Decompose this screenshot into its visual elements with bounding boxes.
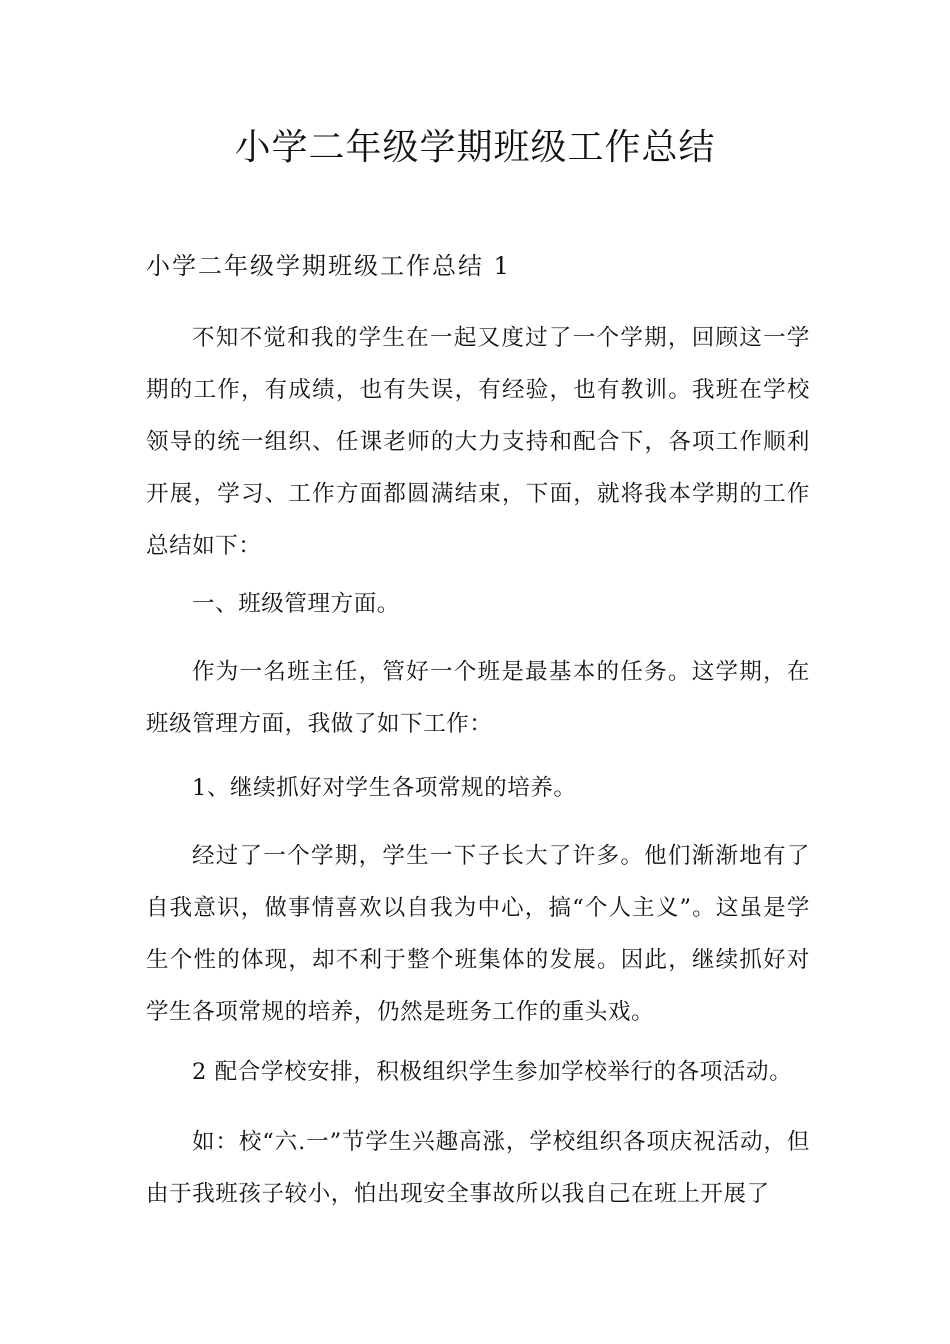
section-heading: 小学二年级学期班级工作总结 1 (146, 252, 511, 280)
paragraph-section-heading-class-management: 一、班级管理方面。 (192, 591, 400, 617)
paragraph-class-management: 作为一名班主任，管好一个班是最基本的任务。这学期，在班级管理方面，我做了如下工作： (146, 659, 810, 737)
paragraph-item-2-body: 如：校“六.一”节学生兴趣高涨，学校组织各项庆祝活动，但由于我班孩子较小，怕出现安全事故所以我自己在班上开展了 (146, 1129, 810, 1207)
paragraph-item-1-heading: 1、继续抓好对学生各项常规的培养。 (192, 775, 577, 801)
paragraph-intro: 不知不觉和我的学生在一起又度过了一个学期，回顾这一学期的工作，有成绩，也有失误，有经验，也有教训。我班在学校领导的统一组织、任课老师的大力支持和配合下，各项工作顺利开展，学习、工作方面都圆满结束，下面，就将我本学期的工作总结如下： (146, 325, 810, 559)
paragraph-item-1-body: 经过了一个学期，学生一下子长大了许多。他们渐渐地有了自我意识，做事情喜欢以自我为中心，搞“个人主义”。这虽是学生个性的体现，却不利于整个班集体的发展。因此，继续抓好对学生各项常规的培养，仍然是班务工作的重头戏。 (146, 843, 810, 1025)
document-title: 小学二年级学期班级工作总结 (234, 127, 716, 168)
paragraph-item-2-heading: 2 配合学校安排，积极组织学生参加学校举行的各项活动。 (192, 1059, 793, 1085)
